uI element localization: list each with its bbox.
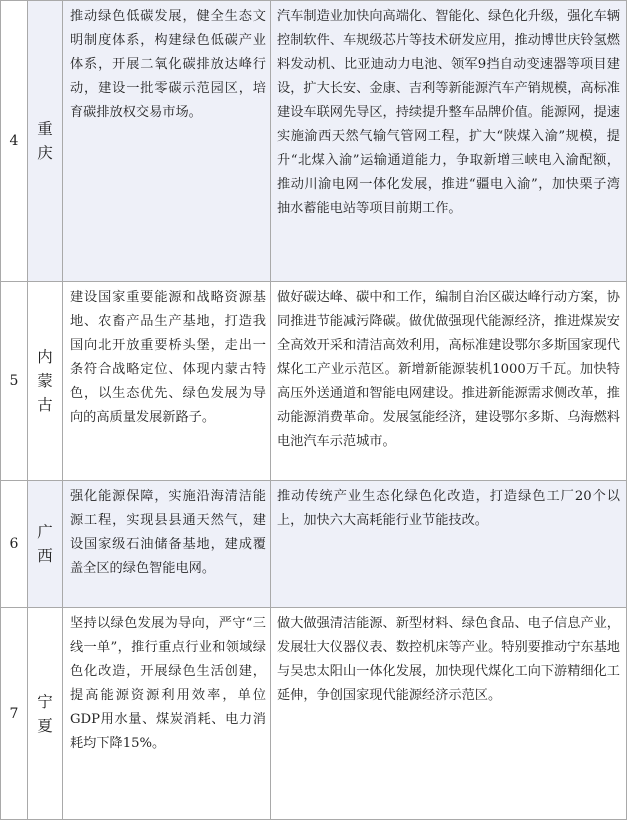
table-row: [1, 481, 627, 608]
province-char: 广: [37, 523, 53, 541]
table-row: [1, 1, 627, 282]
province-char: 内: [37, 348, 53, 366]
table-row: [1, 282, 627, 481]
province-cell: [28, 608, 63, 820]
province-char: 西: [37, 547, 53, 565]
goal-cell: 建设国家重要能源和战略资源基地、农畜产品生产基地，打造我国向北开放重要桥头堡，走出一条符合战略定位、体现内蒙古特色，以生态优先、绿色发展为导向的高质量发展新路子。: [63, 282, 271, 481]
province-name: [28, 690, 62, 738]
tasks-cell: 做大做强清洁能源、新型材料、绿色食品、电子信息产业，发展壮大仪器仪表、数控机床等产业。特别要推动宁东基地与吴忠太阳山一体化发展，加快现代煤化工向下游精细化工延伸，争创国家现代能源经济示范区。: [271, 608, 627, 820]
province-name: [28, 117, 62, 165]
province-char: 夏: [37, 716, 53, 735]
province-name: [28, 345, 62, 417]
row-number: 4: [1, 1, 28, 282]
province-char: 重: [37, 120, 53, 138]
row-number: 7: [1, 608, 28, 820]
province-cell: [28, 1, 63, 282]
table-row: [1, 608, 627, 820]
province-char: 宁: [37, 692, 53, 711]
goal-cell: 推动绿色低碳发展，健全生态文明制度体系，构建绿色低碳产业体系，开展二氧化碳排放达峰行动，建设一批零碳示范园区，培育碳排放权交易市场。: [63, 1, 271, 282]
province-cell: [28, 282, 63, 481]
row-number: 6: [1, 481, 28, 608]
tasks-cell: 做好碳达峰、碳中和工作，编制自治区碳达峰行动方案，协同推进节能减污降碳。做优做强现代能源经济，推进煤炭安全高效开采和清洁高效利用，高标准建设鄂尔多斯国家现代煤化工产业示范区。新增新能源装机1000万千瓦。加快特高压外送通道和智能电网建设。推进新能源需求侧改革，推动能源消费革命。发展氢能经济，建设鄂尔多斯、乌海燃料电池汽车示范城市。: [271, 282, 627, 481]
goal-cell: 坚持以绿色发展为导向，严守“三线一单”，推行重点行业和领域绿色化改造，开展绿色生活创建，提高能源资源利用效率，单位GDP用水量、煤炭消耗、电力消耗均下降15%。: [63, 608, 271, 820]
province-char: 蒙: [37, 372, 53, 390]
tasks-cell: 推动传统产业生态化绿色化改造，打造绿色工厂20个以上，加快六大高耗能行业节能技改。: [271, 481, 627, 608]
tasks-cell: 汽车制造业加快向高端化、智能化、绿色化升级，强化车辆控制软件、车规级芯片等技术研发应用，推动博世庆铃氢燃料发动机、比亚迪动力电池、领军9挡自动变速器等项目建设，扩大长安、金康、吉利等新能源汽车产销规模，高标准建设车联网先导区，持续提升整车品牌价值。能源网，提速实施渝西天然气输气管网工程，扩大“陕煤入渝”规模，提升“北煤入渝”运输通道能力，争取新增三峡电入渝配额，推动川渝电网一体化发展，推进“疆电入渝”，加快栗子湾抽水蓄能电站等项目前期工作。: [271, 1, 627, 282]
province-char: 古: [37, 396, 53, 414]
province-cell: [28, 481, 63, 608]
row-number: 5: [1, 282, 28, 481]
goal-cell: 强化能源保障，实施沿海清洁能源工程，实现县县通天然气，建设国家级石油储备基地，建成覆盖全区的绿色智能电网。: [63, 481, 271, 608]
province-name: [28, 520, 62, 568]
province-char: 庆: [37, 144, 53, 162]
